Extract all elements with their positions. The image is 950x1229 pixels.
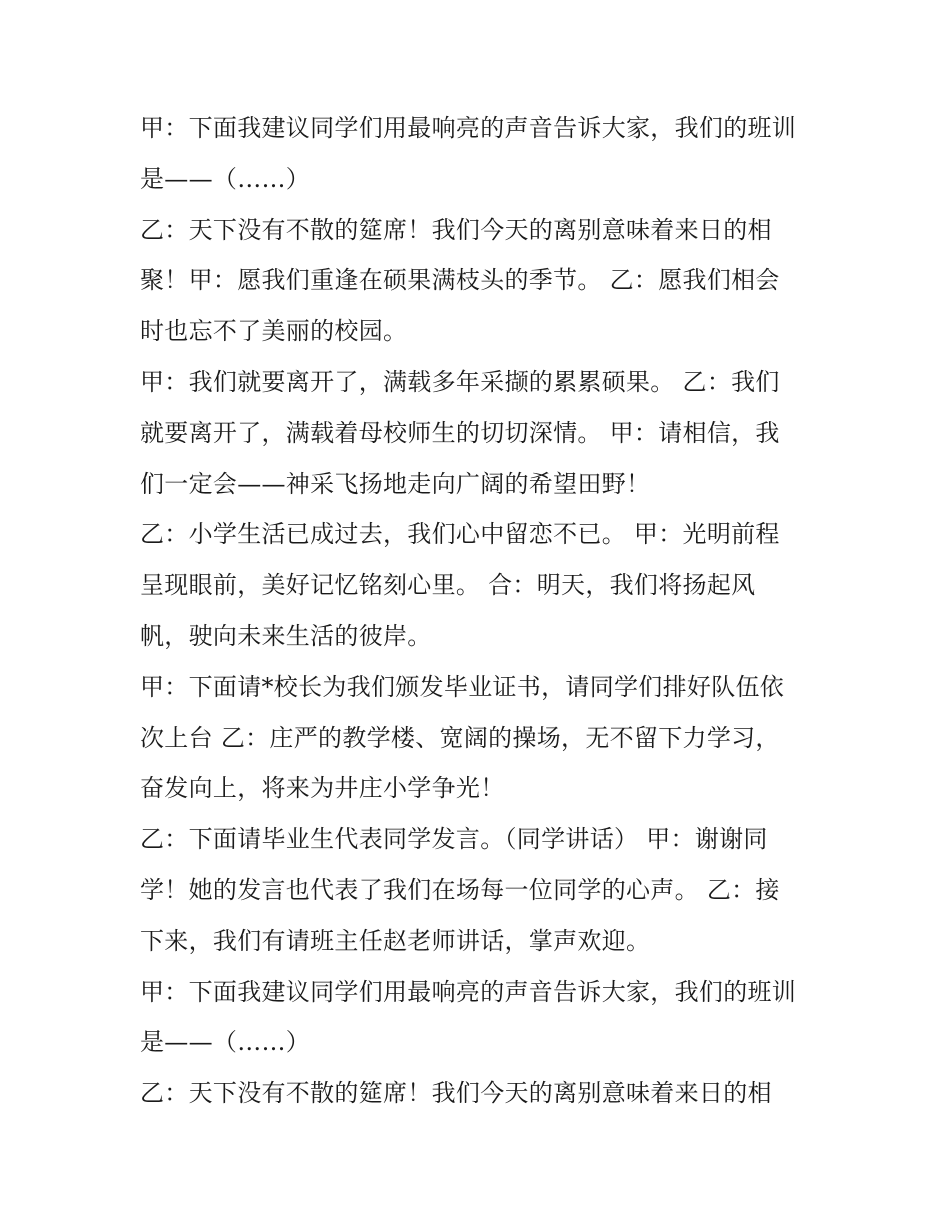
text-line: 次上台 乙：庄严的教学楼、宽阔的操场，无不留下力学习， xyxy=(140,723,780,752)
text-line: 乙：下面请毕业生代表同学发言。（同学讲话） 甲：谢谢同 xyxy=(140,825,768,854)
paragraph xyxy=(140,103,830,205)
text-line: 们一定会——神采飞扬地走向广阔的希望田野！ xyxy=(140,469,651,498)
text-line: 就要离开了，满载着母校师生的切切深情。 甲：请相信，我 xyxy=(140,418,780,447)
text-line: 乙：天下没有不散的筵席！我们今天的离别意味着来日的相 xyxy=(140,1079,772,1108)
paragraph xyxy=(140,967,830,1069)
text-line: 帆，驶向未来生活的彼岸。 xyxy=(140,621,432,650)
paragraph xyxy=(140,1068,830,1119)
text-line: 乙：天下没有不散的筵席！我们今天的离别意味着来日的相 xyxy=(140,215,772,244)
text-line: 下来，我们有请班主任赵老师讲话，掌声欢迎。 xyxy=(140,926,651,955)
text-line: 呈现眼前，美好记忆铭刻心里。 合：明天，我们将扬起风 xyxy=(140,571,756,600)
text-line: 甲：下面我建议同学们用最响亮的声音告诉大家，我们的班训 xyxy=(140,114,797,142)
text-line: 乙：小学生活已成过去，我们心中留恋不已。 甲：光明前程 xyxy=(140,520,780,549)
paragraph xyxy=(140,814,830,966)
paragraph xyxy=(140,662,830,814)
paragraph xyxy=(140,357,830,509)
text-line: 学！她的发言也代表了我们在场每一位同学的心声。 乙：接 xyxy=(140,875,780,904)
text-line: 是——（……） xyxy=(140,1028,311,1057)
text-line: 是——（……） xyxy=(140,164,311,193)
text-line: 甲：我们就要离开了，满载多年采撷的累累硕果。 乙：我们 xyxy=(140,367,780,396)
document-body xyxy=(140,103,830,1119)
paragraph xyxy=(140,509,830,661)
paragraph xyxy=(140,205,830,357)
text-line: 聚！甲：愿我们重逢在硕果满枝头的季节。 乙：愿我们相会 xyxy=(140,266,780,295)
text-line: 时也忘不了美丽的校园。 xyxy=(140,317,408,346)
text-line: 甲：下面请*校长为我们颁发毕业证书，请同学们排好队伍依 xyxy=(140,672,785,701)
text-line: 奋发向上，将来为井庄小学争光！ xyxy=(140,774,505,803)
text-line: 甲：下面我建议同学们用最响亮的声音告诉大家，我们的班训 xyxy=(140,977,797,1006)
